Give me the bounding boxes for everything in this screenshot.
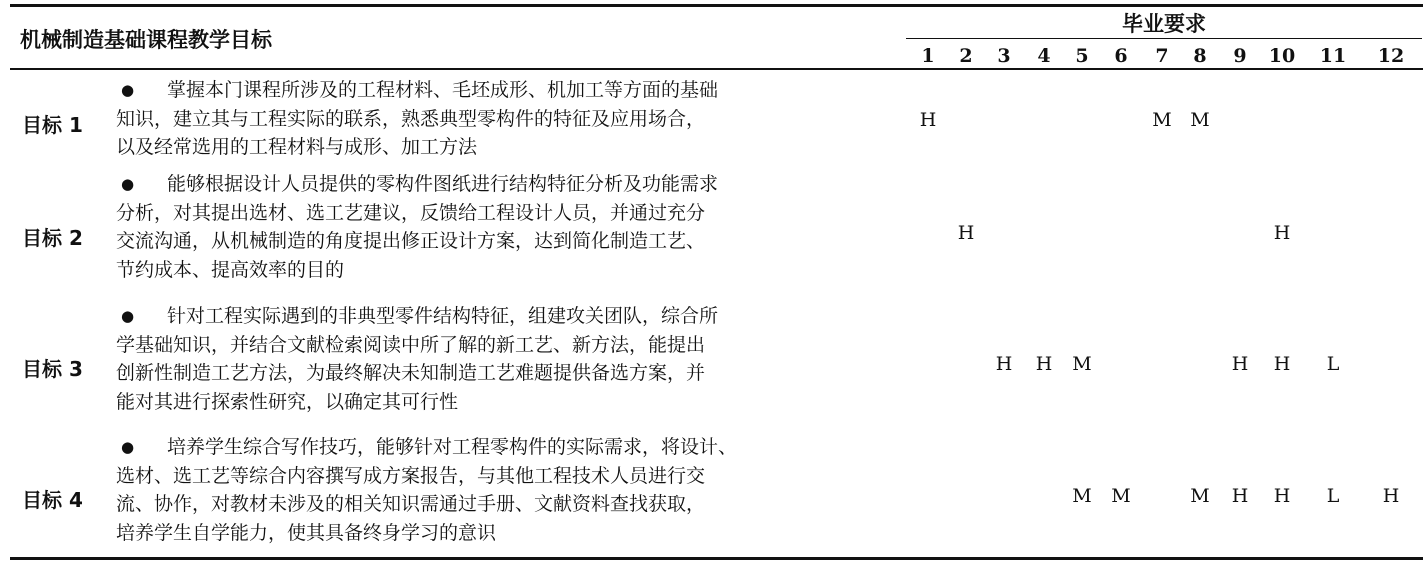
description-text: 流、协作，对教材未涉及的相关知识需通过手册、文献资料查找获取， xyxy=(116,493,706,515)
description-text: 知识，建立其与工程实际的联系，熟悉典型零构件的特征及应用场合， xyxy=(116,107,706,130)
description-line xyxy=(116,170,898,199)
bullet-icon: ● xyxy=(121,175,135,193)
description-text: 能够根据设计人员提供的零构件图纸进行结构特征分析及功能需求 xyxy=(167,173,719,195)
description-text: 选材、选工艺等综合内容撰写成方案报告，与其他工程技术人员进行交 xyxy=(116,464,706,487)
goal-description xyxy=(116,170,898,284)
description-line xyxy=(116,256,898,285)
requirement-mark: M xyxy=(1072,353,1092,375)
description-text: 节约成本、提高效率的目的 xyxy=(116,258,345,281)
description-text: 以及经常选用的工程材料与成形、加工方法 xyxy=(116,136,478,158)
column-header-8: 8 xyxy=(1193,45,1207,67)
description-line xyxy=(116,199,898,228)
description-line xyxy=(116,359,898,388)
description-line xyxy=(116,302,898,331)
description-line xyxy=(116,133,898,162)
bullet-icon: ● xyxy=(121,307,135,325)
description-line xyxy=(116,462,898,491)
column-header-1: 1 xyxy=(921,45,935,67)
table-header-title: 机械制造基础课程教学目标 xyxy=(20,28,272,52)
requirement-mark: H xyxy=(1382,485,1400,507)
goal-description xyxy=(116,76,898,162)
description-line xyxy=(116,227,898,256)
requirement-mark: M xyxy=(1190,485,1210,507)
column-header-3: 3 xyxy=(997,45,1011,67)
requirement-mark: H xyxy=(1273,485,1291,507)
header-subrule xyxy=(906,38,1422,39)
description-line xyxy=(116,490,898,519)
description-text: 创新性制造工艺方法，为最终解决未知制造工艺难题提供备选方案，并 xyxy=(116,362,706,384)
requirement-mark: M xyxy=(1190,109,1210,131)
bullet-icon: ● xyxy=(121,81,135,99)
description-text: 能对其进行探索性研究，以确定其可行性 xyxy=(116,390,459,413)
header-bottom-rule xyxy=(10,68,1423,70)
description-text: 掌握本门课程所涉及的工程材料、毛坯成形、机加工等方面的基础 xyxy=(167,79,719,101)
requirement-mark: H xyxy=(1231,485,1249,507)
description-line xyxy=(116,76,898,105)
description-text: 针对工程实际遇到的非典型零件结构特征，组建攻关团队，综合所 xyxy=(167,305,719,327)
requirement-mark: H xyxy=(957,222,975,244)
bullet-icon: ● xyxy=(121,438,135,456)
requirement-mark: L xyxy=(1326,353,1340,375)
column-header-9: 9 xyxy=(1233,45,1247,67)
description-text: 分析，对其提出选材、选工艺建议，反馈给工程设计人员，并通过充分 xyxy=(116,201,706,224)
column-header-row xyxy=(0,44,1428,68)
goal-label: 目标 3 xyxy=(22,357,83,381)
column-header-11: 11 xyxy=(1319,45,1347,67)
goal-label: 目标 4 xyxy=(22,488,83,512)
table-bottom-rule xyxy=(10,557,1423,560)
requirement-mark: L xyxy=(1326,485,1340,507)
description-line xyxy=(116,105,898,134)
column-header-4: 4 xyxy=(1037,45,1051,67)
goal-label: 目标 2 xyxy=(22,226,83,250)
description-line xyxy=(116,331,898,360)
column-header-5: 5 xyxy=(1075,45,1089,67)
column-header-2: 2 xyxy=(959,45,973,67)
requirement-mark: M xyxy=(1111,485,1131,507)
description-text: 培养学生自学能力，使其具备终身学习的意识 xyxy=(116,521,497,544)
requirement-mark: H xyxy=(1231,353,1249,375)
requirement-mark: M xyxy=(1152,109,1172,131)
column-header-7: 7 xyxy=(1155,45,1169,67)
description-text: 学基础知识，并结合文献检索阅读中所了解的新工艺、新方法，能提出 xyxy=(116,333,706,356)
graduation-requirements-header: 毕业要求 xyxy=(1122,12,1206,36)
requirement-mark: H xyxy=(1273,222,1291,244)
goal-description xyxy=(116,433,898,547)
requirement-mark: H xyxy=(919,109,937,131)
requirement-mark: H xyxy=(1035,353,1053,375)
requirement-mark: M xyxy=(1072,485,1092,507)
description-line xyxy=(116,519,898,548)
description-line xyxy=(116,388,898,417)
goal-description xyxy=(116,302,898,416)
column-header-6: 6 xyxy=(1114,45,1128,67)
column-header-10: 10 xyxy=(1268,45,1296,67)
table-top-rule xyxy=(10,4,1423,7)
requirement-mark: H xyxy=(1273,353,1291,375)
description-line xyxy=(116,433,898,462)
requirement-mark: H xyxy=(995,353,1013,375)
column-header-12: 12 xyxy=(1377,45,1405,67)
goal-label: 目标 1 xyxy=(22,113,83,137)
description-text: 交流沟通，从机械制造的角度提出修正设计方案，达到简化制造工艺、 xyxy=(116,230,706,252)
description-text: 培养学生综合写作技巧，能够针对工程零构件的实际需求，将设计、 xyxy=(167,436,738,458)
